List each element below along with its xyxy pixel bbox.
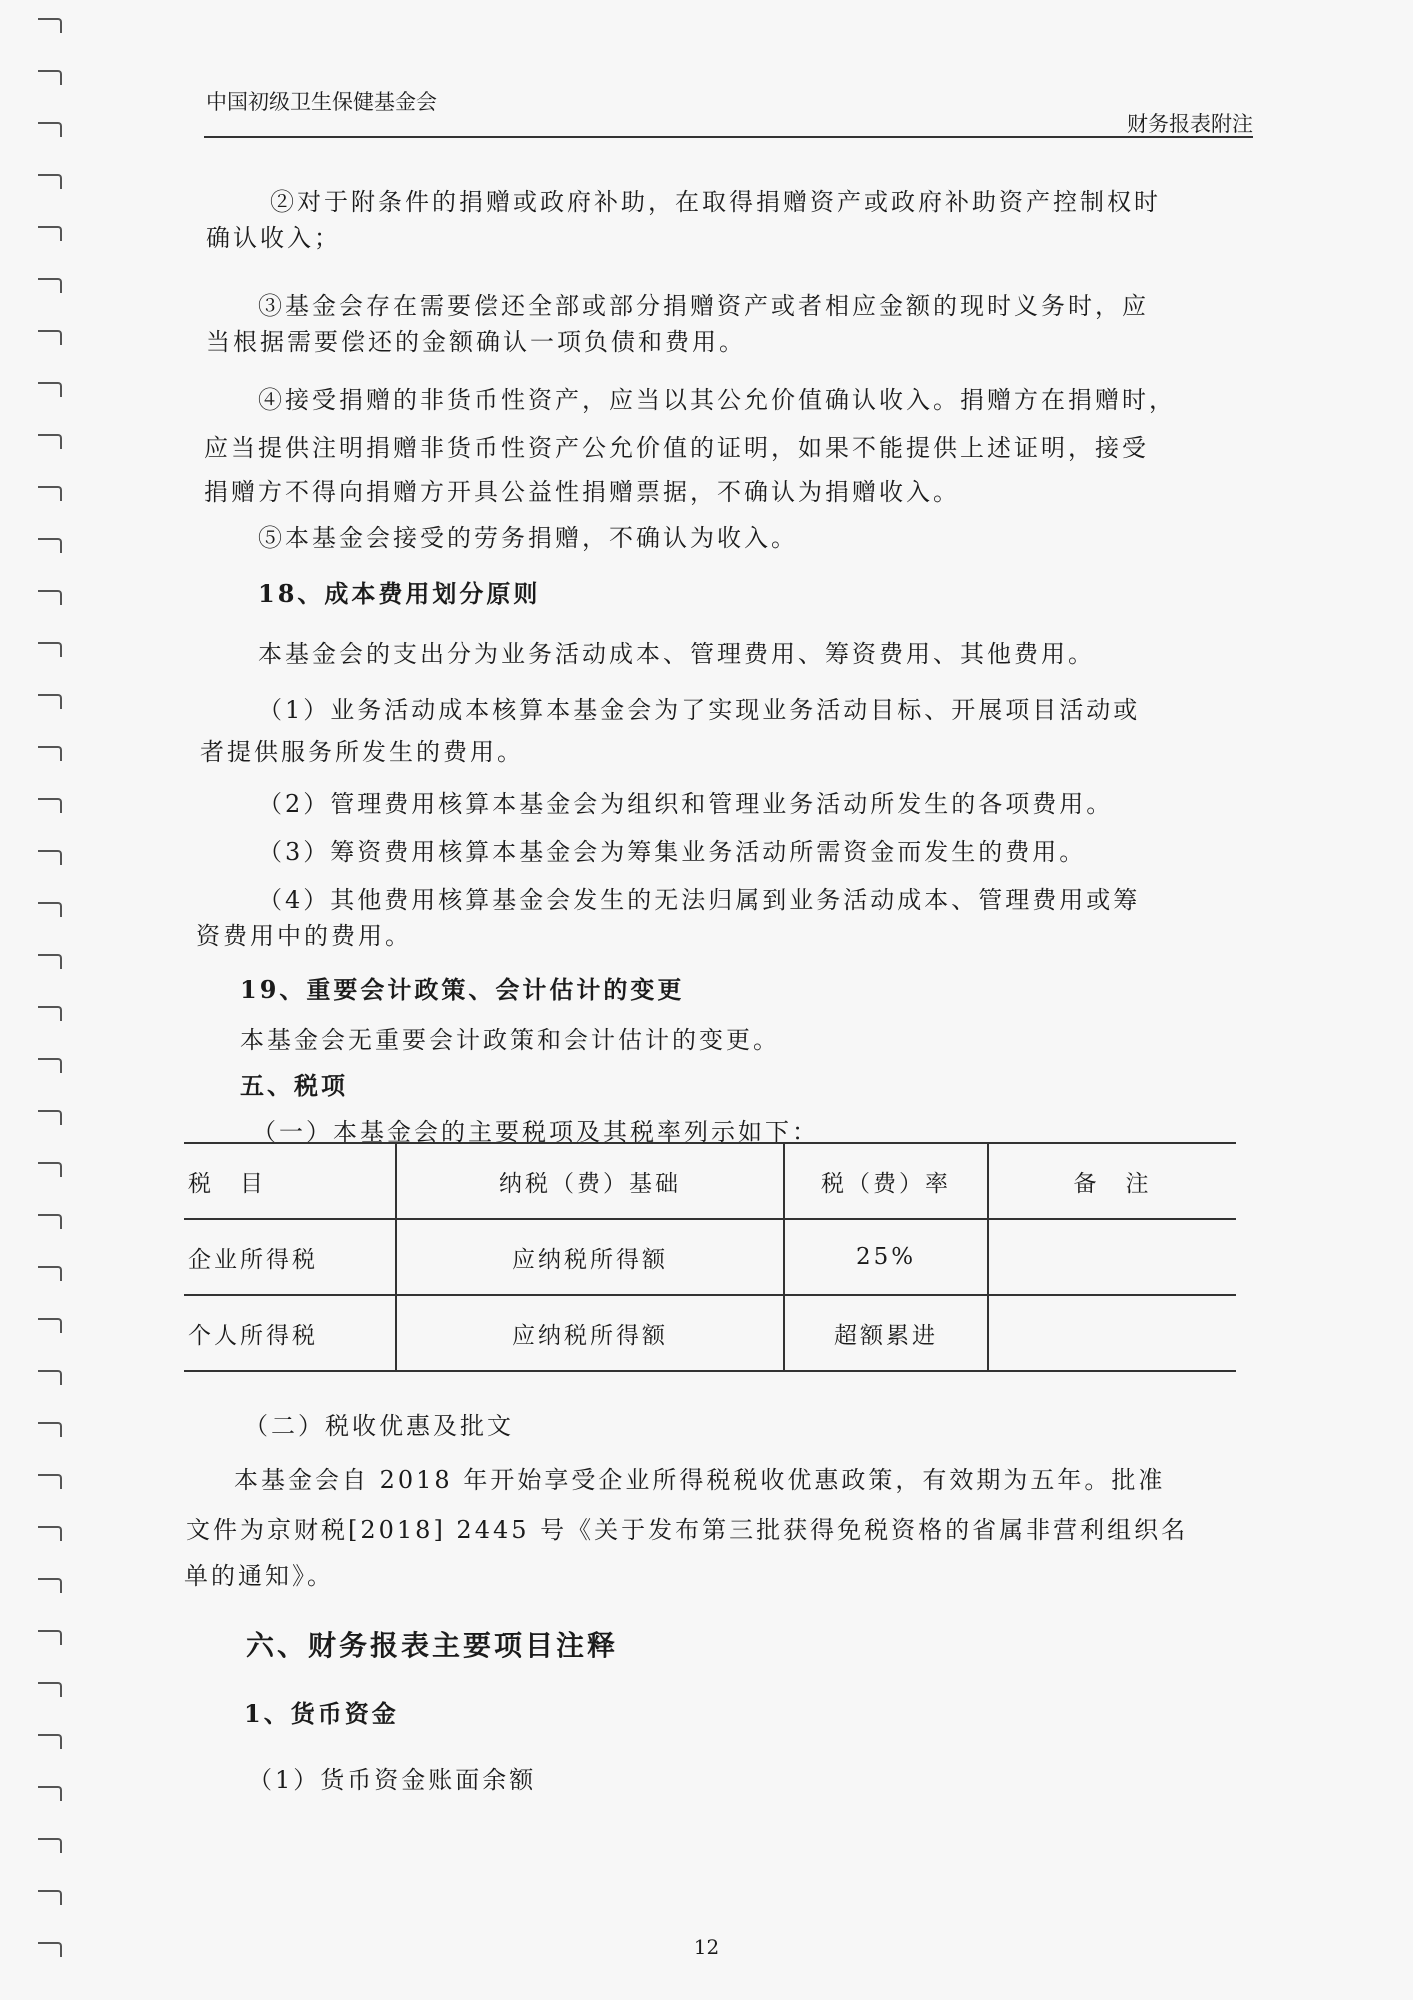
table-cell: 个人所得税	[184, 1295, 396, 1371]
binder-hole	[38, 1474, 62, 1489]
para-line: 者提供服务所发生的费用。	[200, 738, 524, 766]
para-line: （一）本基金会的主要税项及其税率列示如下：	[252, 1118, 819, 1146]
para-line: 文件为京财税[2018] 2445 号《关于发布第三批获得免税资格的省属非营利组织名	[186, 1516, 1189, 1544]
binder-hole	[38, 1266, 62, 1281]
binder-hole	[38, 122, 62, 137]
binder-hole	[38, 70, 62, 85]
binder-hole	[38, 330, 62, 345]
binder-hole	[38, 1838, 62, 1853]
header-divider	[204, 136, 1253, 138]
binder-hole	[38, 954, 62, 969]
header-org: 中国初级卫生保健基金会	[206, 90, 437, 114]
section-heading-19: 19、重要会计政策、会计估计的变更	[240, 975, 685, 1004]
para-line: （4）其他费用核算基金会发生的无法归属到业务活动成本、管理费用或筹	[258, 886, 1141, 914]
para-line: ②对于附条件的捐赠或政府补助，在取得捐赠资产或政府补助资产控制权时	[270, 188, 1161, 216]
binder-hole	[38, 18, 62, 33]
binder-hole	[38, 1578, 62, 1593]
binder-holes	[38, 0, 78, 2000]
para-line: （3）筹资费用核算本基金会为筹集业务活动所需资金而发生的费用。	[258, 838, 1087, 866]
binder-hole	[38, 382, 62, 397]
binder-hole	[38, 1370, 62, 1385]
table-header-cell: 备 注	[988, 1143, 1236, 1219]
binder-hole	[38, 850, 62, 865]
para-line: ③基金会存在需要偿还全部或部分捐赠资产或者相应金额的现时义务时，应	[258, 292, 1149, 320]
para-line: （2）管理费用核算本基金会为组织和管理业务活动所发生的各项费用。	[258, 790, 1114, 818]
para-line: （1）业务活动成本核算本基金会为了实现业务活动目标、开展项目活动或	[258, 696, 1141, 724]
para-line: 当根据需要偿还的金额确认一项负债和费用。	[206, 328, 746, 356]
para-line: 本基金会无重要会计政策和会计估计的变更。	[240, 1026, 780, 1054]
binder-hole	[38, 798, 62, 813]
header-section: 财务报表附注	[1127, 112, 1253, 136]
binder-hole	[38, 538, 62, 553]
binder-hole	[38, 1682, 62, 1697]
para-line: 本基金会的支出分为业务活动成本、管理费用、筹资费用、其他费用。	[258, 640, 1095, 668]
table-cell: 超额累进	[784, 1295, 988, 1371]
binder-hole	[38, 278, 62, 293]
page-number: 12	[693, 1935, 720, 1959]
section-heading-6-1: 1、货币资金	[244, 1699, 399, 1728]
section-heading-5: 五、税项	[240, 1071, 348, 1100]
binder-hole	[38, 642, 62, 657]
binder-hole	[38, 1110, 62, 1125]
binder-hole	[38, 902, 62, 917]
binder-hole	[38, 1890, 62, 1905]
table-cell: 企业所得税	[184, 1219, 396, 1295]
binder-hole	[38, 746, 62, 761]
binder-hole	[38, 174, 62, 189]
para-line: ④接受捐赠的非货币性资产，应当以其公允价值确认收入。捐赠方在捐赠时，	[258, 386, 1176, 414]
table-cell: 25%	[784, 1219, 988, 1295]
table-cell	[988, 1219, 1236, 1295]
binder-hole	[38, 694, 62, 709]
table-header-cell: 税 目	[184, 1143, 396, 1219]
para-line: 捐赠方不得向捐赠方开具公益性捐赠票据，不确认为捐赠收入。	[204, 478, 960, 506]
section-heading-6: 六、财务报表主要项目注释	[246, 1629, 619, 1662]
para-line: （二）税收优惠及批文	[244, 1412, 514, 1440]
binder-hole	[38, 1526, 62, 1541]
para-line: （1）货币资金账面余额	[248, 1766, 537, 1794]
binder-hole	[38, 486, 62, 501]
binder-hole	[38, 590, 62, 605]
para-line: 单的通知》。	[184, 1562, 334, 1590]
binder-hole	[38, 226, 62, 241]
para-line: ⑤本基金会接受的劳务捐赠，不确认为收入。	[258, 524, 798, 552]
table-header-cell: 纳税（费）基础	[396, 1143, 784, 1219]
table-header-row	[184, 1143, 1236, 1219]
binder-hole	[38, 1058, 62, 1073]
table-cell	[988, 1295, 1236, 1371]
binder-hole	[38, 1214, 62, 1229]
para-line: 应当提供注明捐赠非货币性资产公允价值的证明，如果不能提供上述证明，接受	[204, 434, 1149, 462]
table-cell: 应纳税所得额	[396, 1295, 784, 1371]
binder-hole	[38, 1734, 62, 1749]
binder-hole	[38, 1422, 62, 1437]
binder-hole	[38, 434, 62, 449]
binder-hole	[38, 1318, 62, 1333]
binder-hole	[38, 1006, 62, 1021]
binder-hole	[38, 1162, 62, 1177]
para-line: 本基金会自 2018 年开始享受企业所得税税收优惠政策，有效期为五年。批准	[234, 1466, 1166, 1494]
section-heading-18: 18、成本费用划分原则	[258, 579, 541, 608]
table-row	[184, 1219, 1236, 1295]
para-line: 资费用中的费用。	[196, 922, 412, 950]
para-line: 确认收入；	[206, 224, 341, 252]
binder-hole	[38, 1786, 62, 1801]
table-header-cell: 税（费）率	[784, 1143, 988, 1219]
table-row	[184, 1295, 1236, 1371]
table-cell: 应纳税所得额	[396, 1219, 784, 1295]
tax-table	[184, 1142, 1236, 1372]
binder-hole	[38, 1630, 62, 1645]
